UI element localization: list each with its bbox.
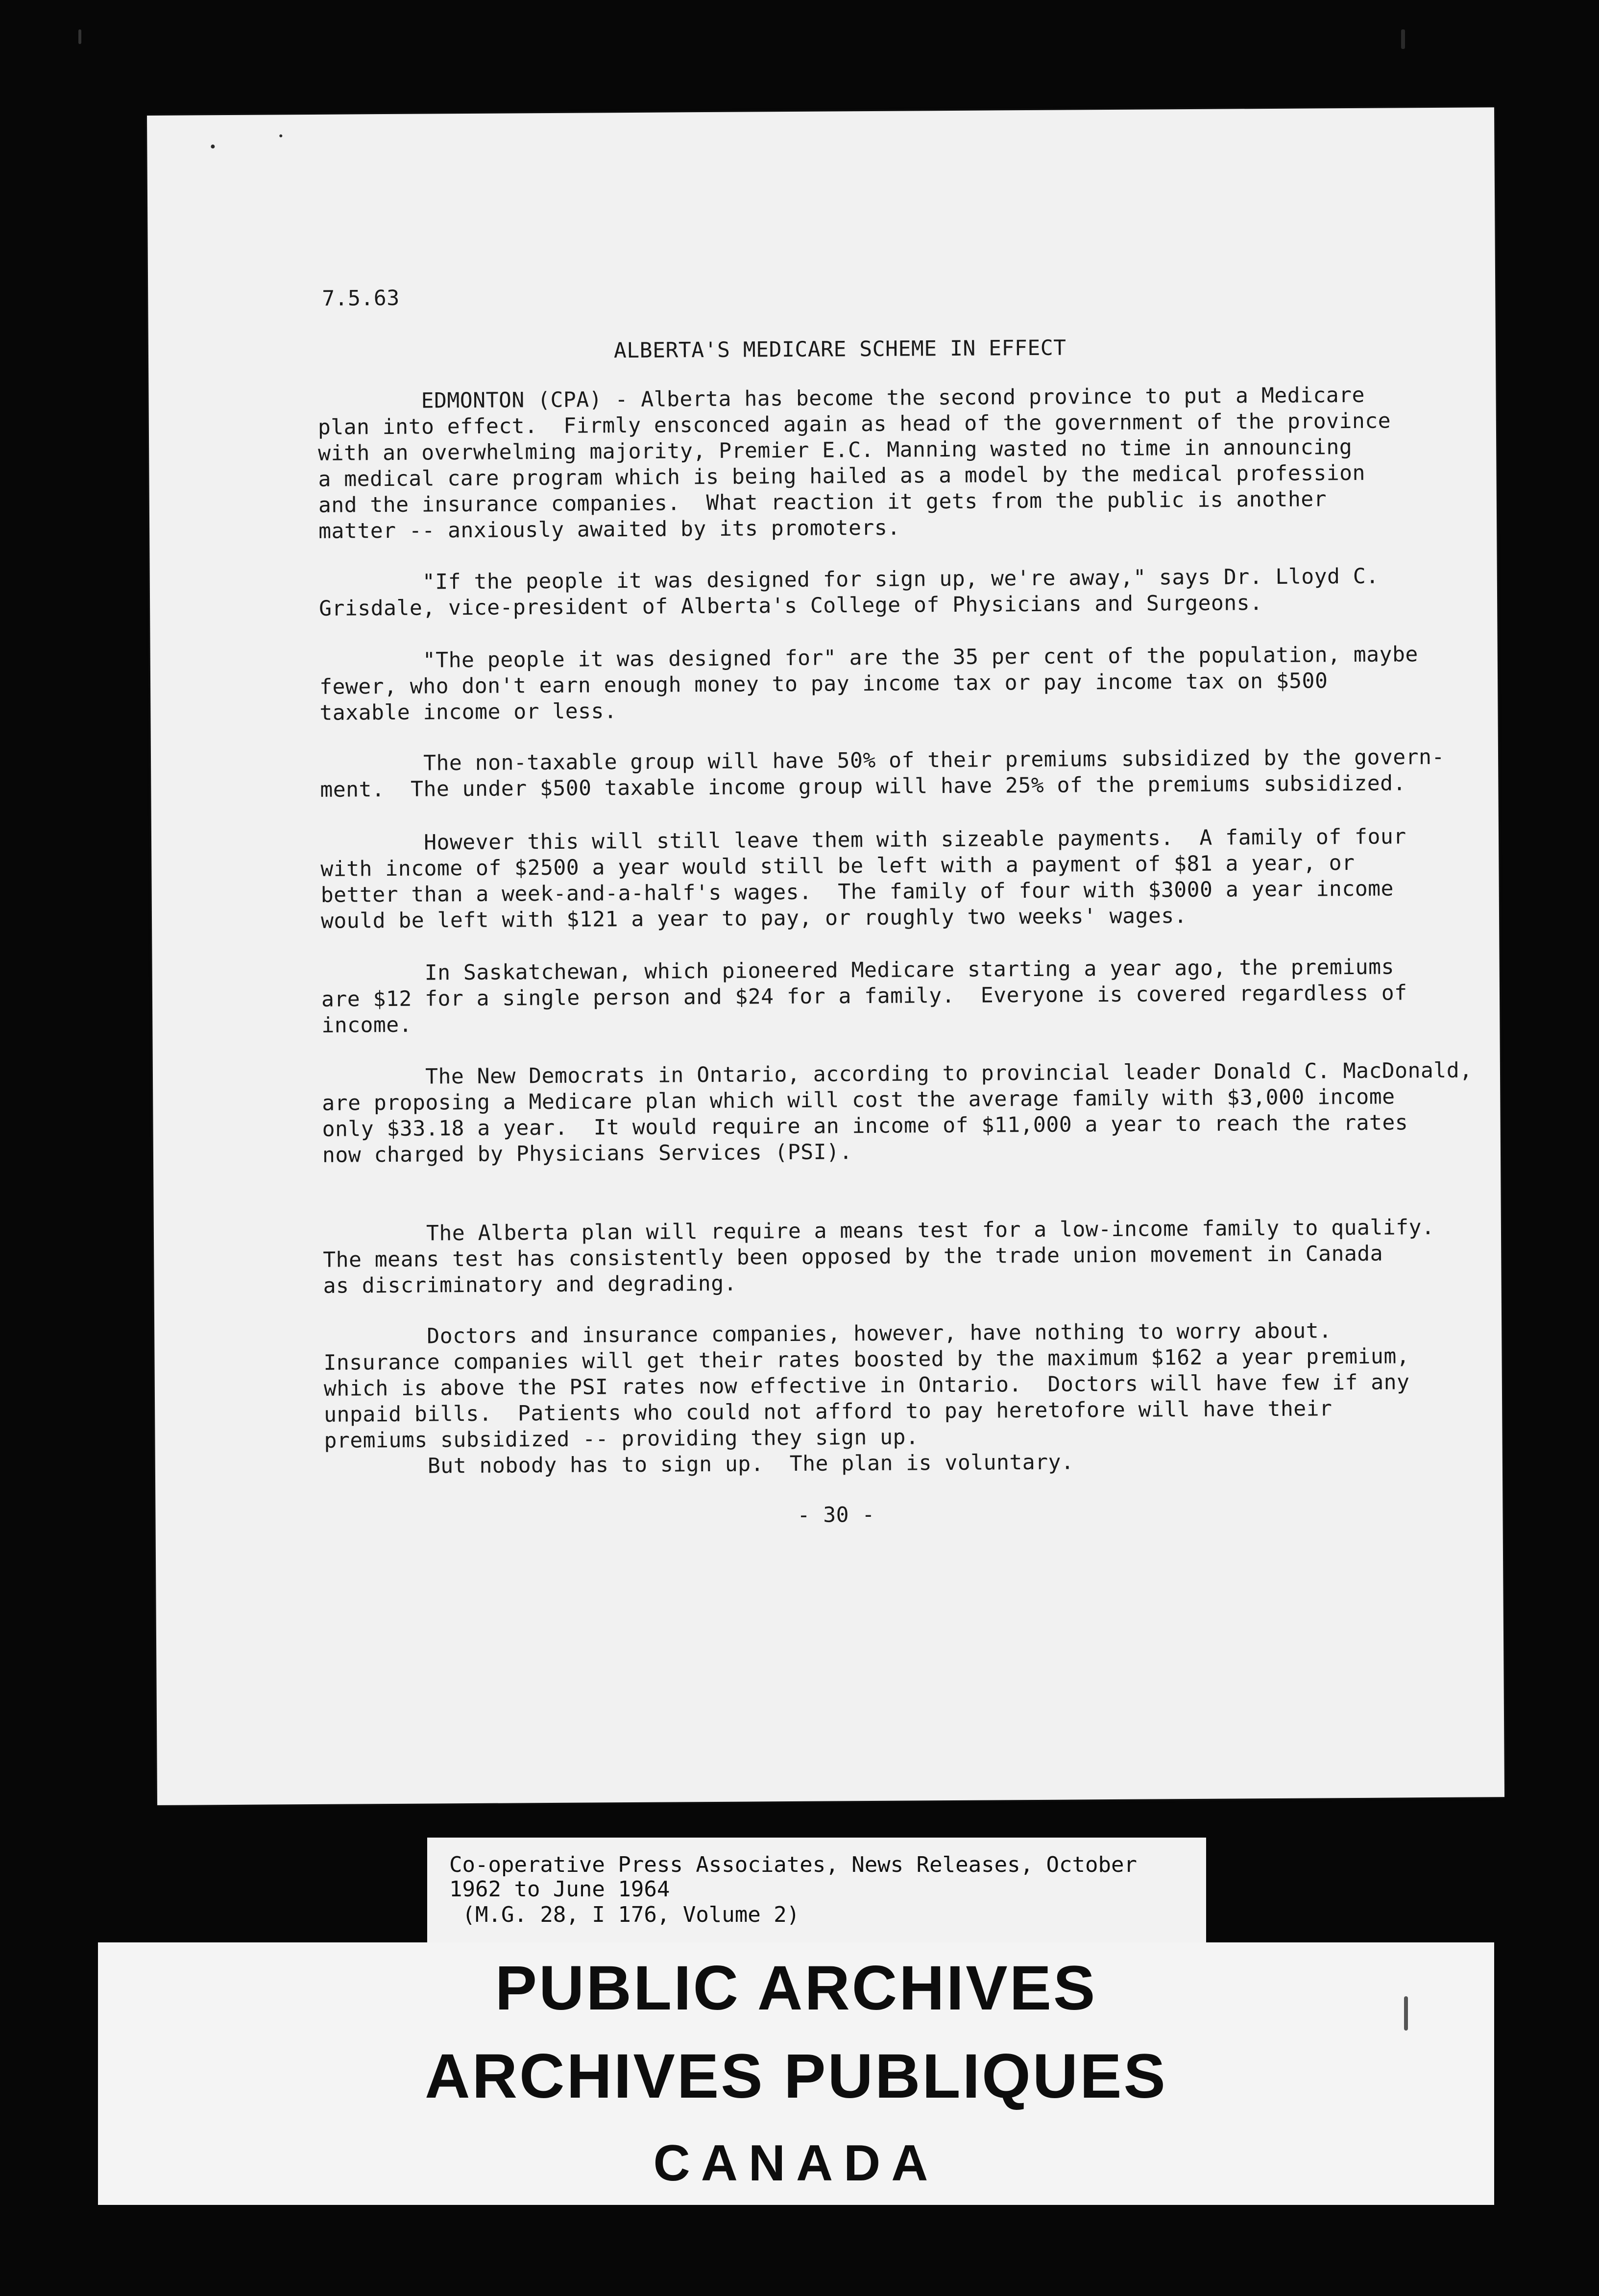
film-speck bbox=[78, 29, 81, 44]
page-speck bbox=[211, 144, 215, 148]
paragraph-7: The New Democrats in Ontario, according to provincial leader Donald C. MacDonald, are proposing a Medicare plan which will cost the average family with $3,000 income only $33.18 a year. It would require an income of $11,000 a year to reach the rates now charged by Physicians Services (PSI). bbox=[321, 1058, 1473, 1168]
stamp-speck bbox=[1404, 1996, 1408, 2031]
paragraph-9: Doctors and insurance companies, however, have nothing to worry about. Insurance companies will get their rates boosted by the maximum $162 a year premium, which is above the PSI rates now effective in Ontario. Doctors will have few if any unpaid bills. Patients who could not afford to pay heretofore will have their premiums subsidized -- providing they sign up. bbox=[323, 1318, 1410, 1453]
source-line-1: Co-operative Press Associates, News Releases, October bbox=[449, 1852, 1137, 1877]
paragraph-4: The non-taxable group will have 50% of their premiums subsidized by the govern- ment. The under $500 taxable income group will have 25% of the premiums subsidized. bbox=[319, 744, 1445, 802]
source-line-2: 1962 to June 1964 bbox=[449, 1877, 670, 1902]
paragraph-2: "If the people it was designed for sign up, we're away," says Dr. Lloyd C. Grisdale, vice-president of Alberta's College of Physicians and Surgeons. bbox=[318, 564, 1379, 621]
film-speck bbox=[1401, 29, 1405, 49]
stamp-line-french: ARCHIVES PUBLIQUES bbox=[425, 2041, 1167, 2111]
paragraph-3: "The people it was designed for" are the 35 per cent of the population, maybe fewer, who don't earn enough money to pay income tax or pay income tax on $500 taxable income or less. bbox=[319, 642, 1418, 725]
paragraph-1: EDMONTON (CPA) - Alberta has become the second province to put a Medicare plan into effect. Firmly ensconced again as head of the government of the province with an overwhelming majority, Premier E.C. Manning wasted no time in announcing a medical care program which is being hailed as a model by the medical profession and the insurance companies. What reaction it gets from the public is another matter -- anxiously awaited by its promoters. bbox=[317, 383, 1391, 544]
page-speck bbox=[279, 134, 282, 137]
stamp-line-english: PUBLIC ARCHIVES bbox=[495, 1953, 1097, 2023]
headline: ALBERTA'S MEDICARE SCHEME IN EFFECT bbox=[613, 335, 1066, 363]
stamp-line-country: CANADA bbox=[653, 2135, 939, 2192]
page-number: - 30 - bbox=[797, 1502, 875, 1528]
paragraph-8: The Alberta plan will require a means test for a low-income family to qualify. The means test has consistently been opposed by the trade union movement in Canada as discriminatory and degrading. bbox=[322, 1215, 1435, 1298]
archives-stamp bbox=[98, 1942, 1494, 2205]
archive-source-label bbox=[427, 1838, 1206, 1949]
release-date: 7.5.63 bbox=[322, 286, 400, 311]
document-page bbox=[147, 107, 1504, 1805]
paragraph-6: In Saskatchewan, which pioneered Medicare starting a year ago, the premiums are $12 for a single person and $24 for a family. Everyone is covered regardless of income. bbox=[321, 955, 1407, 1038]
paragraph-5: However this will still leave them with sizeable payments. A family of four with income of $2500 a year would still be left with a payment of $81 a year, or better than a week-and-a-half's wages. The family of four with $3000 a year income would be left with $121 a year to pay, or roughly two weeks' wages. bbox=[320, 824, 1406, 933]
source-line-3: (M.G. 28, I 176, Volume 2) bbox=[449, 1902, 800, 1927]
paragraph-10: But nobody has to sign up. The plan is voluntary. bbox=[324, 1450, 1074, 1479]
